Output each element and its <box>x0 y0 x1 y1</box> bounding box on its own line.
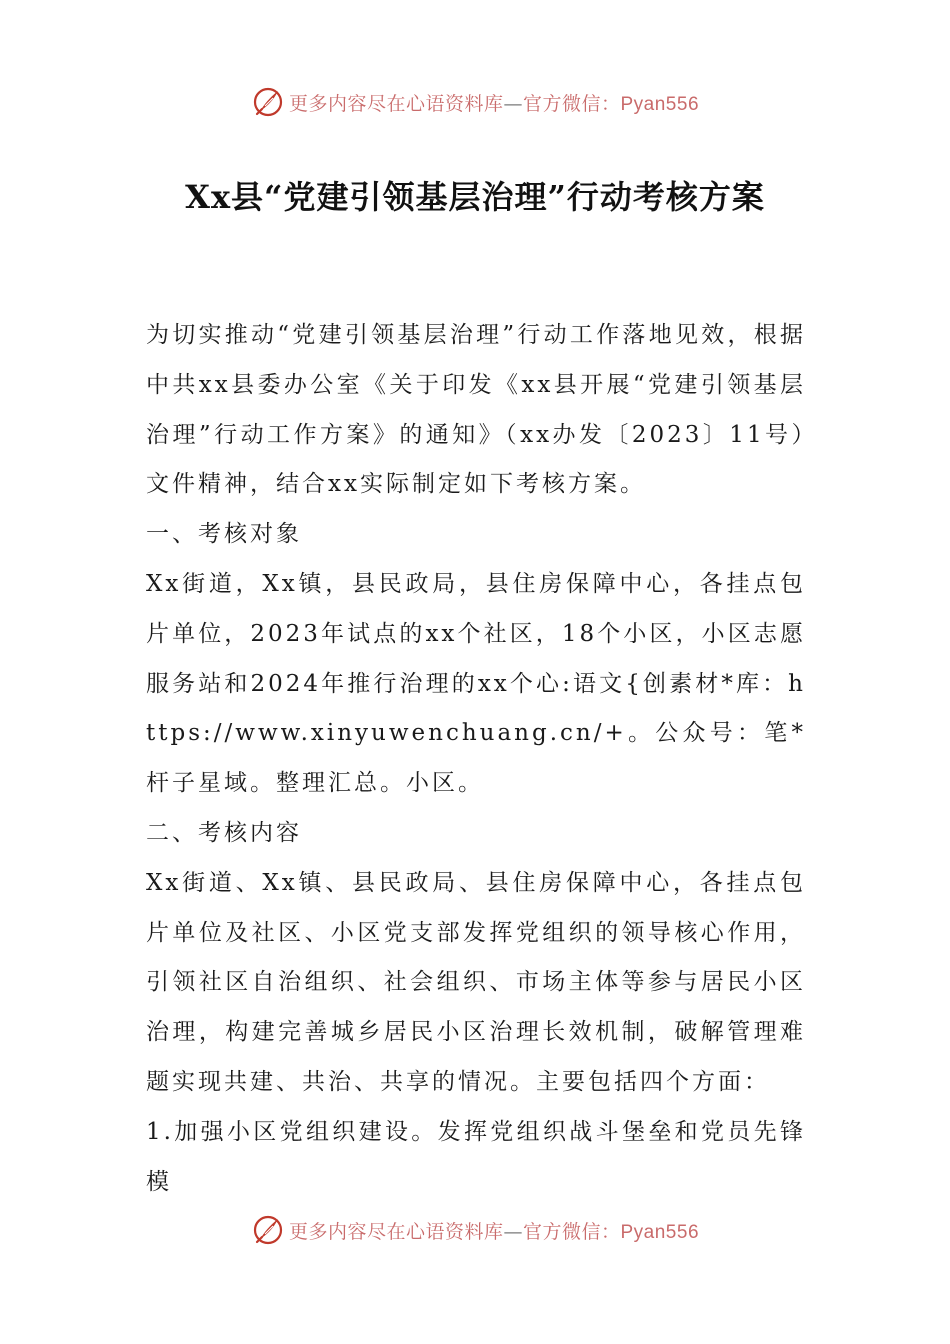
watermark-text <box>289 1217 699 1244</box>
quill-logo-icon <box>251 85 285 119</box>
footer-watermark <box>0 1210 950 1250</box>
assessment-targets-paragraph: Xx街道，Xx镇，县民政局，县住房保障中心，各挂点包片单位，2023年试点的xx个社区，18个小区，小区志愿服务站和2024年推行治理的xx个心:语文{创素材*库：https://www.xinyuwenchuang.cn/+。公众号：笔*杆子星域。整理汇总。小区。 <box>146 570 806 797</box>
watermark-separator: — <box>503 1220 523 1243</box>
header-watermark <box>0 82 950 122</box>
watermark-wechat-id: Pyan556 <box>620 1221 700 1243</box>
quill-logo-icon <box>251 1213 285 1247</box>
watermark-slogan: 更多内容尽在心语资料库 <box>288 92 504 115</box>
watermark-group <box>251 1213 699 1247</box>
section-heading-assessment-targets: 一、考核对象 <box>146 521 302 548</box>
watermark-slogan: 更多内容尽在心语资料库 <box>288 1220 504 1243</box>
watermark-separator: — <box>503 92 523 115</box>
watermark-text <box>289 89 699 116</box>
watermark-group <box>251 85 699 119</box>
watermark-label: 官方微信： <box>522 1220 621 1243</box>
document-body <box>146 311 806 1207</box>
intro-paragraph: 为切实推动“党建引领基层治理”行动工作落地见效，根据中共xx县委办公室《关于印发《xx县开展“党建引领基层治理”行动工作方案》的通知》（xx办发〔2023〕11号）文件精神，结合xx实际制定如下考核方案。 <box>146 322 806 498</box>
watermark-wechat-id: Pyan556 <box>620 93 700 115</box>
section-heading-assessment-content: 二、考核内容 <box>146 819 302 846</box>
document-title: Xx县“党建引领基层治理”行动考核方案 <box>185 178 765 216</box>
watermark-label: 官方微信： <box>522 92 621 115</box>
assessment-content-paragraph: Xx街道、Xx镇、县民政局、县住房保障中心，各挂点包片单位及社区、小区党支部发挥党组织的领导核心作用，引领社区自治组织、社会组织、市场主体等参与居民小区治理，构建完善城乡居民小区治理长效机制，破解管理难题实现共建、共治、共享的情况。主要包括四个方面： <box>146 869 806 1095</box>
item-1-paragraph: 1.加强小区党组织建设。发挥党组织战斗堡垒和党员先锋模 <box>146 1118 806 1195</box>
